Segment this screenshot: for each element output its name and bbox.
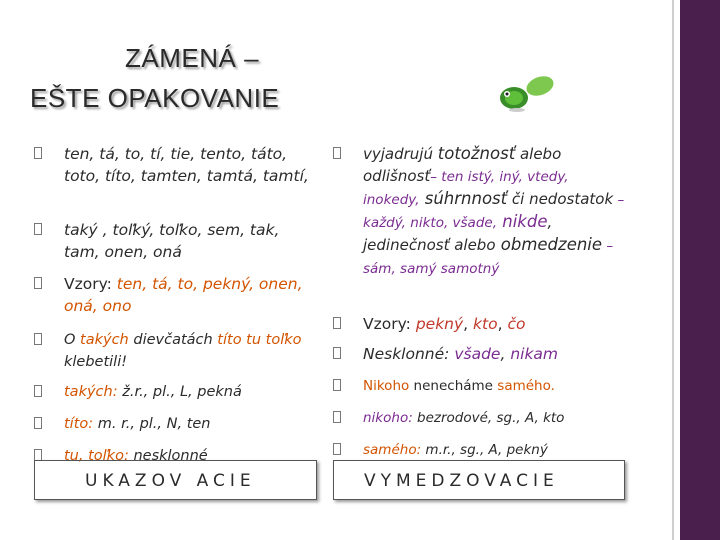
text-emphasis: totožnosť <box>437 144 516 163</box>
item-value: pekný <box>415 315 464 333</box>
item-label: títo: <box>64 416 94 432</box>
sentence-highlight: takých <box>80 332 129 348</box>
bullet-icon <box>333 317 341 329</box>
left-column <box>34 143 319 467</box>
list-item: Vzory: pekný, kto, čo <box>333 313 625 335</box>
title-line-2: EŠTE OPAKOVANIE <box>30 83 280 113</box>
item-value: m. r., pl., N, ten <box>93 416 211 432</box>
sentence-part: O <box>64 332 81 348</box>
text-part: alebo odlišnosť <box>363 145 562 185</box>
sentence-part: nenecháme <box>409 378 498 394</box>
text-part: či nedostatok <box>507 190 614 208</box>
item-value: bezrodové, sg., A, kto <box>412 410 565 426</box>
title-line-1: ZÁMENÁ – <box>125 43 260 73</box>
tadpole-logo-icon <box>492 70 562 115</box>
bullet-icon <box>34 385 42 397</box>
list-item <box>34 329 319 371</box>
text-example: vtedy, inokedy, <box>363 169 569 208</box>
item-value: m.r., sg., A, pekný <box>421 442 548 458</box>
item-label: Vzory: <box>64 275 112 293</box>
text-emphasis: obmedzenie <box>495 235 603 254</box>
bullet-icon <box>333 147 341 159</box>
item-value: ž.r., pl., L, pekná <box>117 384 242 400</box>
bullet-icon <box>34 333 42 345</box>
page-title <box>30 38 390 118</box>
item-value: všade <box>454 345 501 363</box>
bullet-icon <box>333 411 341 423</box>
bullet-icon <box>34 417 42 429</box>
item-value: nikam <box>510 345 559 363</box>
list-item <box>34 381 319 403</box>
list-item <box>34 143 319 209</box>
text-example: – každý, nikto, všade, <box>363 192 625 231</box>
sentence-part: klebetili! <box>64 354 128 370</box>
item-value: nesklonné <box>128 448 208 464</box>
text-part: , jedinečnosť alebo <box>363 213 553 254</box>
item-label: nikoho: <box>363 410 413 426</box>
item-label: Nesklonné: <box>363 345 450 363</box>
bullet-icon <box>333 347 341 359</box>
side-decoration <box>680 0 720 540</box>
item-value: kto <box>473 315 498 333</box>
item-label: tu, toľko: <box>64 448 129 464</box>
vymedzovacie-button[interactable]: VYMEDZOVACIE <box>333 460 625 500</box>
item-text: taký , toľký, toľko, sem, tak, tam, onen, oná <box>64 221 280 261</box>
sentence-highlight: Nikoho <box>363 378 410 394</box>
bullet-icon <box>34 147 42 159</box>
bullet-icon <box>333 379 341 391</box>
item-value: ten, tá, to, pekný, onen, oná, ono <box>64 275 303 315</box>
item-text: ten, tá, to, tí, tie, tento, táto, toto, títo, tamten, tamtá, tamtí, <box>64 145 309 185</box>
item-value: čo <box>507 315 526 333</box>
side-divider <box>672 0 674 540</box>
sentence-highlight: samého. <box>497 378 555 394</box>
bullet-icon <box>34 223 42 235</box>
sentence-part: dievčatách <box>128 332 218 348</box>
text-part: vyjadrujú <box>363 145 438 163</box>
text-emphasis: súhrnnosť <box>419 189 508 208</box>
bullet-icon <box>333 443 341 455</box>
text-example: – ten istý, iný, <box>430 169 523 185</box>
list-item <box>34 273 319 317</box>
item-label: Vzory: <box>363 315 411 333</box>
text-example: nikde <box>497 212 548 231</box>
list-item <box>333 143 625 303</box>
right-column <box>333 143 625 461</box>
text-example: – sám, samý samotný <box>363 238 614 277</box>
bullet-icon <box>34 277 42 289</box>
ukazovacie-button[interactable]: UKAZOV ACIE <box>34 460 317 500</box>
list-item <box>333 375 625 397</box>
list-item: Nesklonné: všade, nikam <box>333 343 625 365</box>
list-item <box>34 413 319 435</box>
item-label: takých: <box>64 384 118 400</box>
sentence-highlight: títo tu toľko <box>217 332 302 348</box>
list-item <box>333 407 625 429</box>
list-item <box>333 439 625 461</box>
list-item <box>34 219 319 263</box>
item-label: samého: <box>363 442 422 458</box>
